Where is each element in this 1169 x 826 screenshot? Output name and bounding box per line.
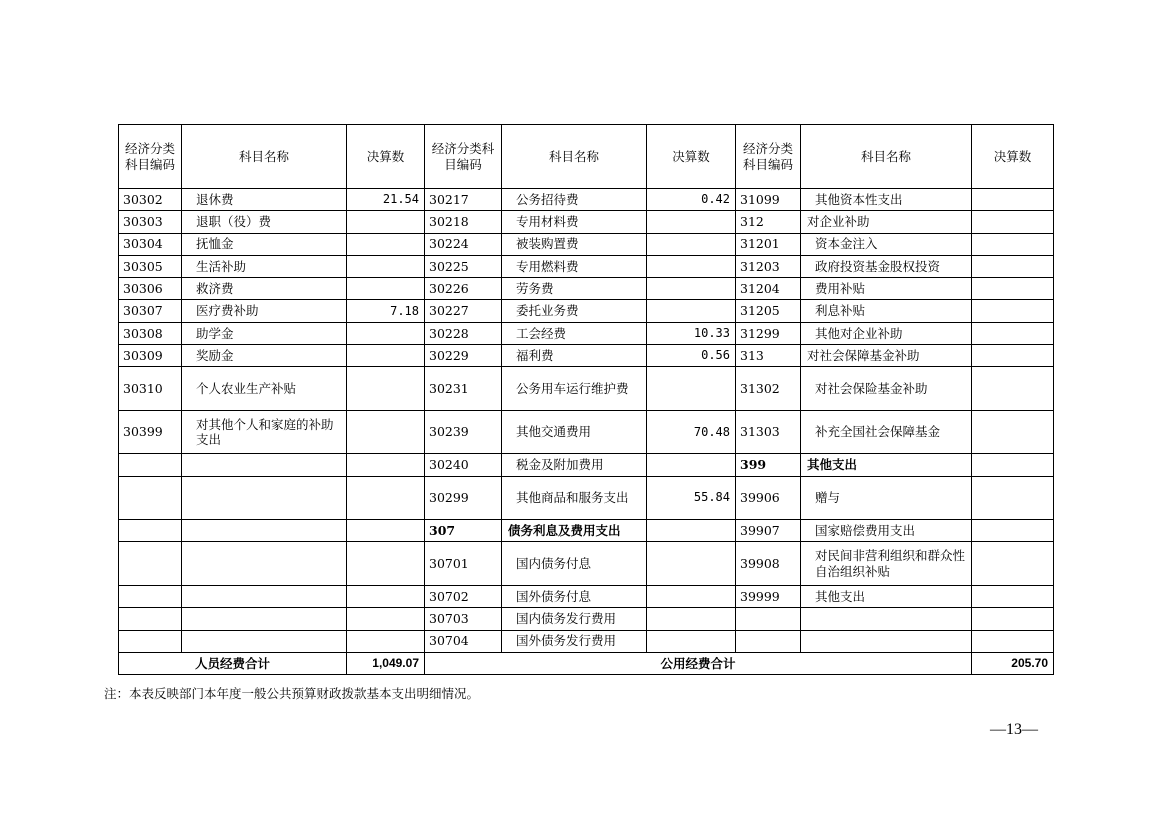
- cell-c-code: 39906: [736, 476, 801, 520]
- cell-a-name: 对其他个人和家庭的补助支出: [182, 410, 347, 454]
- cell-a-code: 30399: [119, 410, 182, 454]
- personnel-total-label: 人员经费合计: [119, 652, 347, 674]
- cell-a-code: [119, 520, 182, 542]
- cell-b-amt: 0.42: [647, 189, 736, 211]
- cell-a-name: 救济费: [182, 278, 347, 300]
- cell-a-amt: [347, 322, 425, 344]
- cell-a-amt: [347, 255, 425, 277]
- table-row: [119, 345, 1054, 367]
- cell-c-code: 31204: [736, 278, 801, 300]
- cell-b-name: 公务用车运行维护费: [502, 367, 647, 411]
- table-row: [119, 278, 1054, 300]
- cell-b-amt: [647, 300, 736, 322]
- cell-c-amt: [972, 189, 1054, 211]
- cell-a-code: 30307: [119, 300, 182, 322]
- cell-b-code: 307: [425, 520, 502, 542]
- cell-b-code: 30217: [425, 189, 502, 211]
- cell-b-name: 其他商品和服务支出: [502, 476, 647, 520]
- cell-c-code: 39908: [736, 542, 801, 586]
- header-code-c: 经济分类科目编码: [736, 125, 801, 189]
- cell-b-amt: [647, 454, 736, 476]
- cell-b-code: 30224: [425, 233, 502, 255]
- cell-c-amt: [972, 211, 1054, 233]
- cell-b-amt: [647, 542, 736, 586]
- cell-c-name: 其他支出: [801, 585, 972, 607]
- cell-c-code: 39907: [736, 520, 801, 542]
- cell-b-name: 其他交通费用: [502, 410, 647, 454]
- cell-c-name: 利息补贴: [801, 300, 972, 322]
- cell-b-amt: [647, 630, 736, 652]
- cell-b-amt: 55.84: [647, 476, 736, 520]
- cell-c-name: 政府投资基金股权投资: [801, 255, 972, 277]
- public-total-label: 公用经费合计: [425, 652, 972, 674]
- cell-c-code: 31299: [736, 322, 801, 344]
- cell-c-code: 31203: [736, 255, 801, 277]
- cell-b-code: 30231: [425, 367, 502, 411]
- header-name-c: 科目名称: [801, 125, 972, 189]
- cell-c-amt: [972, 367, 1054, 411]
- cell-a-code: 30305: [119, 255, 182, 277]
- cell-a-amt: [347, 630, 425, 652]
- totals-row: [119, 652, 1054, 674]
- cell-c-name: 对社会保险基金补助: [801, 367, 972, 411]
- cell-c-amt: [972, 345, 1054, 367]
- cell-a-name: [182, 454, 347, 476]
- cell-c-amt: [972, 410, 1054, 454]
- cell-b-name: 国内债务发行费用: [502, 608, 647, 630]
- cell-a-code: 30304: [119, 233, 182, 255]
- cell-a-code: [119, 608, 182, 630]
- cell-a-code: 30302: [119, 189, 182, 211]
- cell-b-amt: 10.33: [647, 322, 736, 344]
- cell-a-amt: 7.18: [347, 300, 425, 322]
- cell-a-name: 医疗费补助: [182, 300, 347, 322]
- cell-a-amt: [347, 585, 425, 607]
- cell-b-name: 国外债务发行费用: [502, 630, 647, 652]
- cell-c-code: [736, 608, 801, 630]
- cell-c-amt: [972, 476, 1054, 520]
- cell-a-amt: [347, 476, 425, 520]
- cell-b-amt: [647, 608, 736, 630]
- cell-a-amt: [347, 542, 425, 586]
- cell-b-code: 30299: [425, 476, 502, 520]
- cell-a-name: 生活补助: [182, 255, 347, 277]
- cell-c-name: 其他支出: [801, 454, 972, 476]
- cell-c-code: 312: [736, 211, 801, 233]
- cell-c-name: 对社会保障基金补助: [801, 345, 972, 367]
- cell-b-name: 专用材料费: [502, 211, 647, 233]
- cell-c-amt: [972, 608, 1054, 630]
- cell-c-code: 31201: [736, 233, 801, 255]
- cell-b-amt: [647, 520, 736, 542]
- header-amount-c: 决算数: [972, 125, 1054, 189]
- table-header-row: [119, 125, 1054, 189]
- cell-b-code: 30218: [425, 211, 502, 233]
- table-row: [119, 410, 1054, 454]
- cell-a-code: 30310: [119, 367, 182, 411]
- cell-b-code: 30225: [425, 255, 502, 277]
- table-row: [119, 476, 1054, 520]
- cell-b-name: 福利费: [502, 345, 647, 367]
- header-amount-a: 决算数: [347, 125, 425, 189]
- header-code-a: 经济分类科目编码: [119, 125, 182, 189]
- expenditure-detail-table: [118, 124, 1054, 675]
- cell-c-code: 31303: [736, 410, 801, 454]
- cell-a-code: [119, 630, 182, 652]
- cell-a-amt: 21.54: [347, 189, 425, 211]
- table-body: [119, 125, 1054, 675]
- cell-a-code: 30303: [119, 211, 182, 233]
- cell-a-amt: [347, 211, 425, 233]
- cell-c-name: 补充全国社会保障基金: [801, 410, 972, 454]
- cell-c-amt: [972, 542, 1054, 586]
- cell-c-name: 资本金注入: [801, 233, 972, 255]
- cell-a-code: [119, 454, 182, 476]
- cell-b-code: 30226: [425, 278, 502, 300]
- cell-b-code: 30229: [425, 345, 502, 367]
- cell-a-name: 奖励金: [182, 345, 347, 367]
- cell-b-name: 国外债务付息: [502, 585, 647, 607]
- cell-b-code: 30240: [425, 454, 502, 476]
- cell-a-amt: [347, 520, 425, 542]
- cell-b-amt: 70.48: [647, 410, 736, 454]
- table-row: [119, 454, 1054, 476]
- cell-a-name: [182, 608, 347, 630]
- cell-c-amt: [972, 233, 1054, 255]
- cell-c-code: 31205: [736, 300, 801, 322]
- cell-b-amt: [647, 211, 736, 233]
- cell-b-code: 30239: [425, 410, 502, 454]
- table-footnote: 注：本表反映部门本年度一般公共预算财政拨款基本支出明细情况。: [104, 686, 480, 701]
- cell-b-code: 30702: [425, 585, 502, 607]
- cell-a-name: 退休费: [182, 189, 347, 211]
- personnel-total-value: 1,049.07: [347, 652, 425, 674]
- cell-b-name: 被装购置费: [502, 233, 647, 255]
- cell-c-name: 费用补贴: [801, 278, 972, 300]
- cell-a-amt: [347, 233, 425, 255]
- cell-a-code: 30309: [119, 345, 182, 367]
- cell-a-amt: [347, 410, 425, 454]
- cell-c-code: 399: [736, 454, 801, 476]
- table-row: [119, 630, 1054, 652]
- cell-a-amt: [347, 608, 425, 630]
- cell-a-name: 退职（役）费: [182, 211, 347, 233]
- table-row: [119, 367, 1054, 411]
- cell-a-code: 30306: [119, 278, 182, 300]
- cell-c-code: 31302: [736, 367, 801, 411]
- cell-b-amt: [647, 278, 736, 300]
- cell-b-amt: 0.56: [647, 345, 736, 367]
- table-row: [119, 189, 1054, 211]
- cell-a-name: [182, 542, 347, 586]
- cell-a-amt: [347, 345, 425, 367]
- cell-c-name: 赠与: [801, 476, 972, 520]
- cell-c-name: 其他资本性支出: [801, 189, 972, 211]
- cell-a-name: [182, 630, 347, 652]
- cell-a-code: [119, 585, 182, 607]
- table-row: [119, 255, 1054, 277]
- cell-b-name: 国内债务付息: [502, 542, 647, 586]
- cell-b-code: 30701: [425, 542, 502, 586]
- cell-c-name: [801, 608, 972, 630]
- cell-c-code: [736, 630, 801, 652]
- table-row: [119, 322, 1054, 344]
- cell-c-code: 31099: [736, 189, 801, 211]
- cell-c-amt: [972, 300, 1054, 322]
- table-row: [119, 520, 1054, 542]
- cell-b-name: 专用燃料费: [502, 255, 647, 277]
- cell-b-amt: [647, 255, 736, 277]
- cell-b-name: 债务利息及费用支出: [502, 520, 647, 542]
- cell-c-amt: [972, 630, 1054, 652]
- cell-c-amt: [972, 585, 1054, 607]
- cell-a-amt: [347, 454, 425, 476]
- table-row: [119, 233, 1054, 255]
- cell-a-name: [182, 520, 347, 542]
- cell-b-amt: [647, 233, 736, 255]
- cell-b-code: 30227: [425, 300, 502, 322]
- table-row: [119, 300, 1054, 322]
- cell-c-name: 国家赔偿费用支出: [801, 520, 972, 542]
- cell-c-amt: [972, 278, 1054, 300]
- cell-a-code: [119, 476, 182, 520]
- cell-a-amt: [347, 278, 425, 300]
- cell-c-name: 对企业补助: [801, 211, 972, 233]
- cell-c-name: 对民间非营利组织和群众性自治组织补贴: [801, 542, 972, 586]
- cell-c-amt: [972, 520, 1054, 542]
- cell-c-name: 其他对企业补助: [801, 322, 972, 344]
- cell-b-name: 委托业务费: [502, 300, 647, 322]
- header-name-b: 科目名称: [502, 125, 647, 189]
- cell-b-code: 30703: [425, 608, 502, 630]
- cell-b-name: 工会经费: [502, 322, 647, 344]
- cell-c-name: [801, 630, 972, 652]
- cell-b-amt: [647, 367, 736, 411]
- cell-a-name: [182, 476, 347, 520]
- cell-a-name: 抚恤金: [182, 233, 347, 255]
- cell-b-name: 税金及附加费用: [502, 454, 647, 476]
- cell-c-amt: [972, 322, 1054, 344]
- cell-b-name: 劳务费: [502, 278, 647, 300]
- cell-c-code: 39999: [736, 585, 801, 607]
- cell-b-code: 30228: [425, 322, 502, 344]
- cell-c-amt: [972, 255, 1054, 277]
- table-row: [119, 608, 1054, 630]
- page-number: —13—: [990, 721, 1038, 738]
- cell-b-name: 公务招待费: [502, 189, 647, 211]
- public-total-value: 205.70: [972, 652, 1054, 674]
- table-row: [119, 211, 1054, 233]
- cell-b-code: 30704: [425, 630, 502, 652]
- cell-b-amt: [647, 585, 736, 607]
- cell-a-amt: [347, 367, 425, 411]
- cell-a-code: 30308: [119, 322, 182, 344]
- cell-a-name: 个人农业生产补贴: [182, 367, 347, 411]
- table-row: [119, 542, 1054, 586]
- header-code-b: 经济分类科目编码: [425, 125, 502, 189]
- cell-a-name: 助学金: [182, 322, 347, 344]
- header-amount-b: 决算数: [647, 125, 736, 189]
- table-row: [119, 585, 1054, 607]
- cell-c-amt: [972, 454, 1054, 476]
- header-name-a: 科目名称: [182, 125, 347, 189]
- cell-a-code: [119, 542, 182, 586]
- cell-c-code: 313: [736, 345, 801, 367]
- cell-a-name: [182, 585, 347, 607]
